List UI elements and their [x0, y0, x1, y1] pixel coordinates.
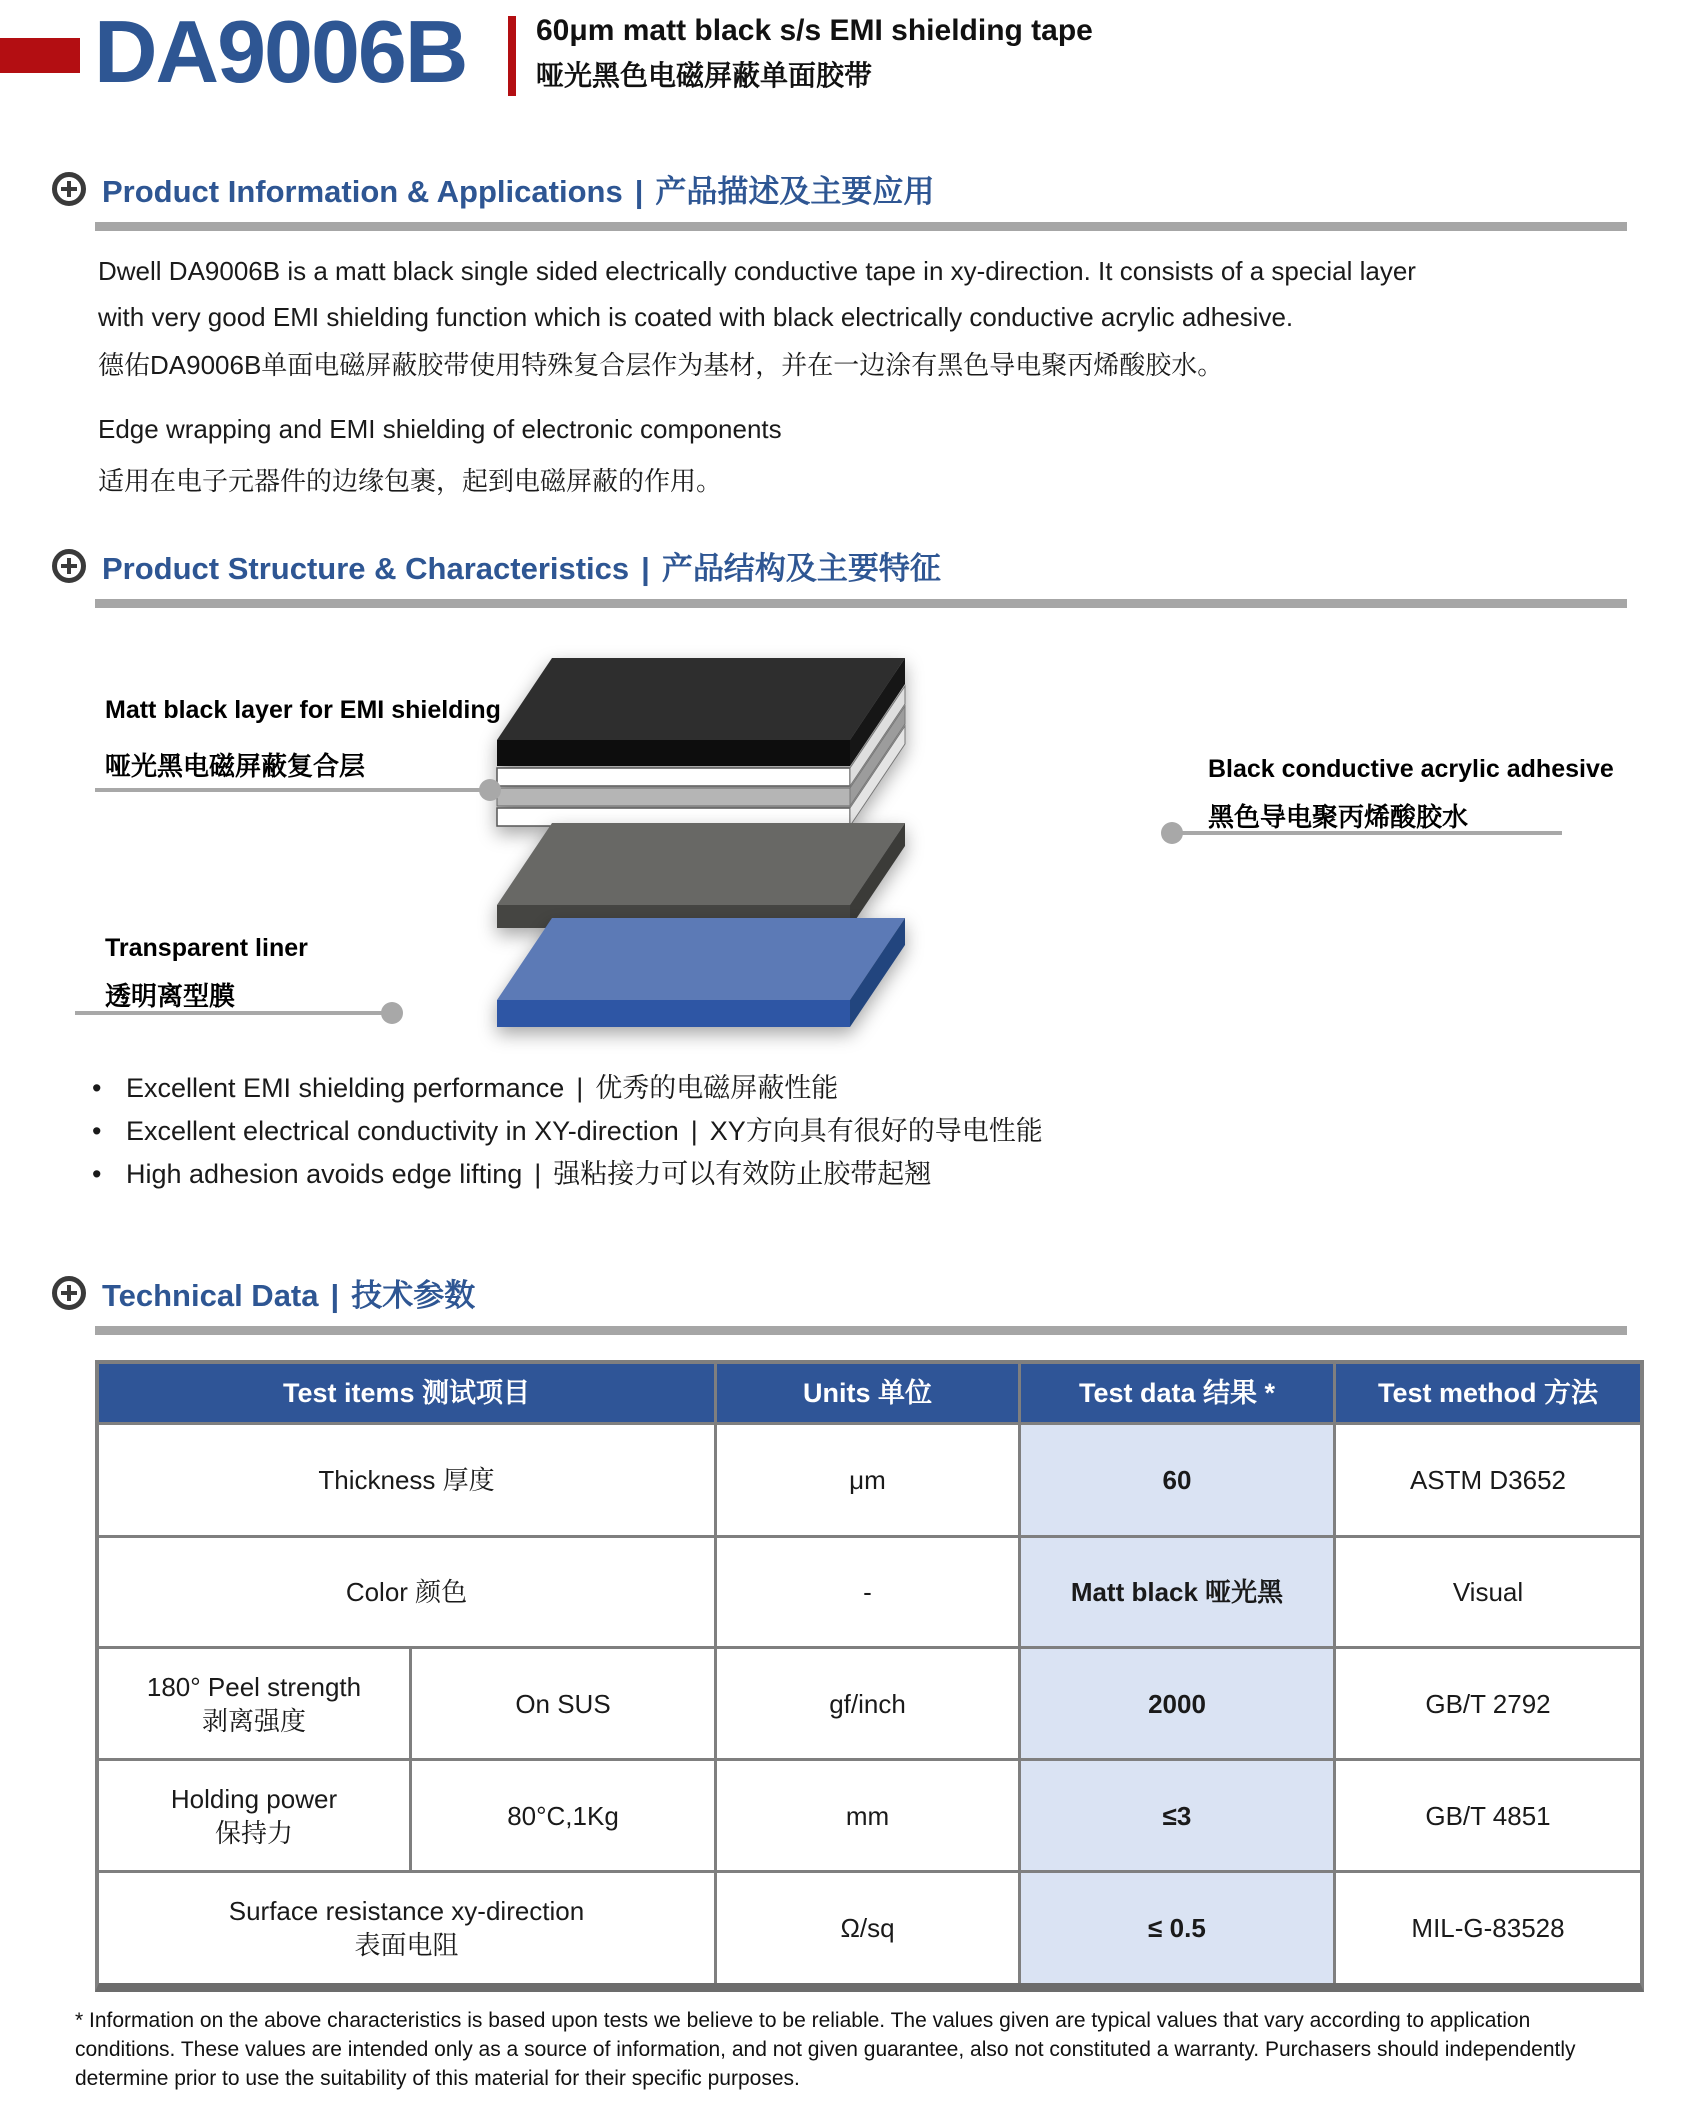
table-cell-item: Color 颜色 — [99, 1538, 714, 1646]
section-underline-bar — [95, 1326, 1627, 1335]
table-cell-data: ≤ 0.5 — [1021, 1873, 1333, 1983]
item-zh: 剥离强度 — [201, 1705, 306, 1736]
liner-layer-slab — [497, 918, 905, 1027]
col-header-units: Units 单位 — [717, 1364, 1018, 1422]
section-underline-bar — [95, 599, 1627, 608]
feature-pipe: | — [576, 1073, 584, 1103]
section-title — [102, 166, 934, 211]
section-product-information — [52, 166, 1632, 231]
table-cell-method: MIL-G-83528 — [1336, 1873, 1640, 1983]
circle-plus-icon — [52, 1276, 86, 1310]
section-underline-bar — [95, 222, 1627, 231]
section-technical-data — [52, 1270, 1632, 1335]
table-cell-condition: 80°C,1Kg — [412, 1761, 714, 1870]
feature-pipe: | — [534, 1159, 542, 1189]
table-cell-method: GB/T 2792 — [1336, 1649, 1640, 1758]
feature-item — [92, 1152, 1043, 1195]
table-cell-item — [99, 1649, 409, 1758]
feature-en: Excellent electrical conductivity in XY-direction — [126, 1116, 679, 1146]
col-header-test-method: Test method 方法 — [1336, 1364, 1640, 1422]
item-zh: 表面电阻 — [354, 1930, 459, 1960]
title-pipe: | — [634, 174, 644, 209]
description-en: Dwell DA9006B is a matt black single sided electrically conductive tape in xy-direction. It consists of a special layer with very good EMI shielding function which is coated with black electrically conductive acrylic adhesive. — [98, 256, 1416, 332]
feature-list — [92, 1066, 1043, 1195]
circle-plus-icon — [52, 172, 86, 206]
table-cell-item — [99, 1761, 409, 1870]
label-adhesive-zh: 黑色导电聚丙烯酸胶水 — [1208, 802, 1469, 832]
label-liner-zh: 透明离型膜 — [105, 981, 236, 1011]
table-cell-data: Matt black 哑光黑 — [1021, 1538, 1333, 1646]
circle-plus-icon — [52, 549, 86, 583]
item-zh: 保持力 — [214, 1817, 293, 1848]
feature-pipe: | — [690, 1116, 698, 1146]
product-code-title: DA9006B — [94, 2, 467, 101]
table-cell-item — [99, 1873, 714, 1983]
section-product-structure — [52, 543, 1632, 608]
table-cell-method: Visual — [1336, 1538, 1640, 1646]
section-title-zh: 产品描述及主要应用 — [655, 174, 935, 209]
section-title-zh: 技术参数 — [351, 1278, 476, 1313]
technical-data-table — [95, 1360, 1644, 1992]
table-cell-condition: On SUS — [412, 1649, 714, 1758]
matt-black-layer-stack — [497, 658, 905, 826]
label-liner-en: Transparent liner — [105, 934, 308, 962]
brand-red-dash — [0, 38, 80, 73]
application-zh: 适用在电子元器件的边缘包裹，起到电磁屏蔽的作用。 — [98, 466, 723, 496]
feature-en: High adhesion avoids edge lifting — [126, 1159, 523, 1189]
feature-item — [92, 1066, 1043, 1109]
bullet-icon: • — [92, 1159, 102, 1189]
disclaimer-footnote: * Information on the above characteristics is based upon tests we believe to be reliable. The values given are typical values that vary according to application conditions. These values are intended only as a source of information, and not given guarantee, also not constituted a warranty. Purchasers should independently determine prior to use the suitability of this material for their specific purposes. — [75, 2009, 1576, 2090]
table-cell-data: 2000 — [1021, 1649, 1333, 1758]
title-pipe: | — [641, 551, 650, 586]
item-en: Surface resistance xy-direction — [228, 1896, 585, 1926]
table-cell-item: Thickness 厚度 — [99, 1425, 714, 1535]
table-cell-data: ≤3 — [1021, 1761, 1333, 1870]
table-cell-data: 60 — [1021, 1425, 1333, 1535]
table-cell-units: μm — [717, 1425, 1018, 1535]
feature-item — [92, 1109, 1043, 1152]
table-cell-units: - — [717, 1538, 1018, 1646]
label-adhesive-en: Black conductive acrylic adhesive — [1208, 755, 1614, 783]
description-zh: 德佑DA9006B单面电磁屏蔽胶带使用特殊复合层作为基材，并在一边涂有黑色导电聚丙烯酸胶水。 — [98, 350, 1224, 380]
section-title-en: Technical Data — [102, 1278, 319, 1313]
section-title-en: Product Information & Applications — [102, 174, 623, 209]
label-matt-black-en: Matt black layer for EMI shielding — [105, 696, 501, 724]
col-header-test-items: Test items 测试项目 — [99, 1364, 714, 1422]
table-cell-method: GB/T 4851 — [1336, 1761, 1640, 1870]
table-cell-units: gf/inch — [717, 1649, 1018, 1758]
section-title — [102, 543, 941, 588]
feature-zh: 优秀的电磁屏蔽性能 — [595, 1073, 839, 1103]
product-title-zh: 哑光黑色电磁屏蔽单面胶带 — [536, 60, 873, 91]
title-divider-bar — [508, 16, 516, 96]
col-header-test-data: Test data 结果 * — [1021, 1364, 1333, 1422]
product-description — [98, 248, 1428, 504]
table-cell-method: ASTM D3652 — [1336, 1425, 1640, 1535]
table-cell-units: Ω/sq — [717, 1873, 1018, 1983]
section-title — [102, 1270, 475, 1315]
title-pipe: | — [330, 1278, 340, 1313]
feature-zh: 强粘接力可以有效防止胶带起翘 — [553, 1159, 932, 1189]
feature-en: Excellent EMI shielding performance — [126, 1073, 565, 1103]
bullet-icon: • — [92, 1073, 102, 1103]
table-cell-units: mm — [717, 1761, 1018, 1870]
section-title-en: Product Structure & Characteristics — [102, 551, 630, 586]
feature-zh: XY方向具有很好的导电性能 — [709, 1116, 1043, 1146]
item-en: Holding power — [170, 1783, 338, 1814]
label-matt-black-zh: 哑光黑电磁屏蔽复合层 — [105, 751, 366, 781]
application-en: Edge wrapping and EMI shielding of electronic components — [98, 414, 782, 444]
adhesive-layer-slab — [497, 823, 905, 928]
section-title-zh: 产品结构及主要特征 — [661, 551, 941, 586]
item-en: 180° Peel strength — [146, 1671, 362, 1702]
bullet-icon: • — [92, 1116, 102, 1146]
product-title-en: 60μm matt black s/s EMI shielding tape — [536, 14, 1093, 47]
